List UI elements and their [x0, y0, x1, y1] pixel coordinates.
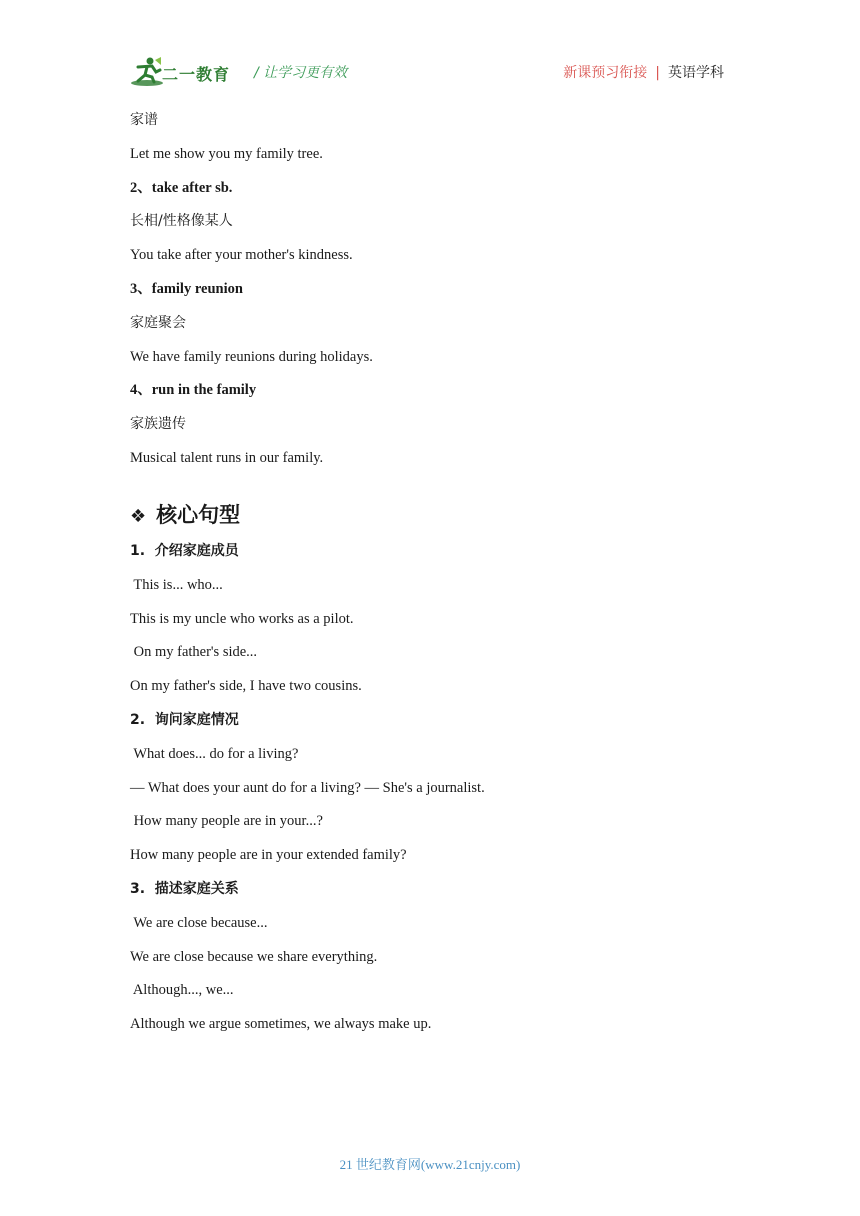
text-line: How many people are in your...?	[130, 813, 323, 830]
logo-text: 二一教育	[162, 65, 231, 84]
runner-logo-icon	[130, 56, 164, 88]
text-line: On my father's side, I have two cousins.	[130, 678, 362, 695]
header-separator: |	[655, 65, 660, 81]
text-line: 家庭聚会	[130, 314, 186, 331]
header-slogan: / 让学习更有效	[254, 65, 348, 81]
diamond-bullet-icon: ❖	[130, 505, 147, 527]
text-line: Although we argue sometimes, we always make up.	[130, 1016, 432, 1033]
text-line: This is my uncle who works as a pilot.	[130, 610, 354, 627]
text-line: Musical talent runs in our family.	[130, 449, 324, 466]
subsection-heading: 1. 介绍家庭成员	[130, 542, 239, 559]
text-line: Although..., we...	[130, 982, 234, 999]
text-line: This is... who...	[130, 576, 223, 593]
document-body	[130, 110, 730, 1048]
text-line: 家族遗传	[130, 416, 186, 433]
course-label: 新课预习衔接	[563, 65, 648, 81]
subject-label: 英语学科	[668, 65, 724, 81]
text-line: What does... do for a living?	[130, 745, 299, 762]
page-header	[130, 56, 730, 92]
text-line: Let me show you my family tree.	[130, 145, 323, 162]
text-line: 长相/性格像某人	[130, 213, 233, 230]
text-line: You take after your mother's kindness.	[130, 247, 353, 264]
phrase-heading: 2、take after sb.	[130, 179, 233, 196]
section-title	[130, 500, 730, 532]
text-line: We have family reunions during holidays.	[130, 348, 373, 365]
phrase-heading: 3、family reunion	[130, 280, 243, 297]
section-title-text: 核心句型	[156, 502, 241, 527]
text-line: How many people are in your extended family?	[130, 847, 407, 864]
page-footer: 21 世纪教育网(www.21cnjy.com)	[339, 1157, 521, 1172]
text-line: On my father's side...	[130, 644, 258, 661]
subsection-heading: 3. 描述家庭关系	[130, 880, 239, 897]
text-line: — What does your aunt do for a living? — She's a journalist.	[130, 779, 485, 796]
subsection-heading: 2. 询问家庭情况	[130, 711, 239, 728]
header-right	[563, 62, 724, 82]
text-line: We are close because we share everything.	[130, 948, 378, 965]
text-line: We are close because...	[130, 914, 268, 931]
text-line: 家谱	[130, 112, 158, 128]
logo	[130, 56, 240, 88]
phrase-heading: 4、run in the family	[130, 382, 257, 399]
